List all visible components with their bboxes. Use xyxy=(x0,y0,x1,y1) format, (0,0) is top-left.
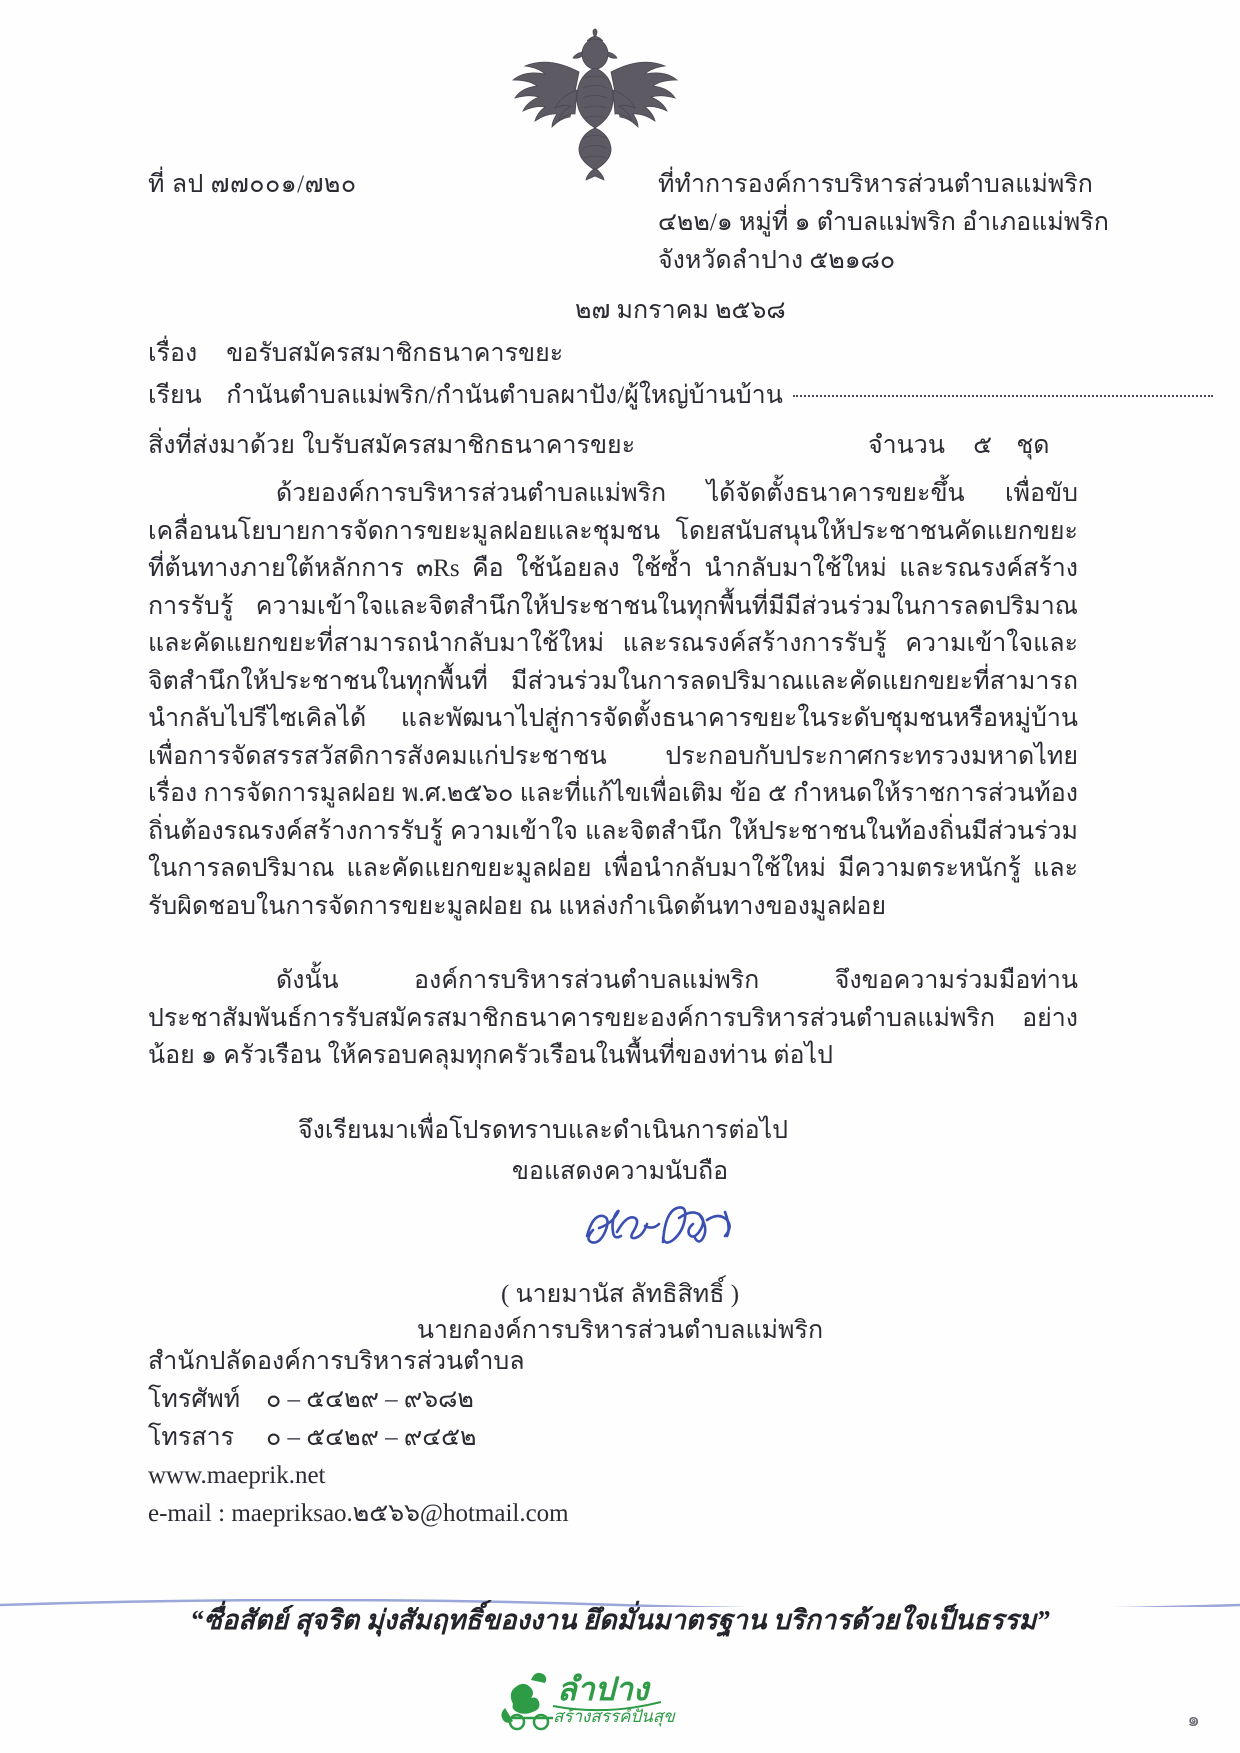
dot-leader xyxy=(793,395,1213,397)
quantity-label: จำนวน xyxy=(868,432,945,459)
address-line-3: จังหวัดลำปาง ๕๒๑๘๐ xyxy=(658,247,896,274)
quantity-unit: ชุด xyxy=(1016,432,1050,459)
recipient-row xyxy=(148,375,1213,415)
logo-sub-text: สร้างสรรค์ปันสุข xyxy=(553,1707,675,1726)
body-paragraph-3: จึงเรียนมาเพื่อโปรดทราบและดำเนินการต่อไป xyxy=(298,1116,789,1144)
handwritten-signature xyxy=(575,1196,755,1258)
enclosure-label: สิ่งที่ส่งมาด้วย xyxy=(148,432,295,459)
fax-value: ๐ – ๕๔๒๙ – ๙๔๕๒ xyxy=(266,1424,477,1451)
contact-phone-row xyxy=(148,1381,569,1419)
quantity-number: ๕ xyxy=(973,432,993,459)
recipient-value: กำนันตำบลแม่พริก/กำนันตำบลผาปัง/ผู้ใหญ่บ้านบ้าน xyxy=(226,382,783,409)
page-corner-mark: ๑ xyxy=(1187,1709,1200,1731)
phone-value: ๐ – ๕๔๒๙ – ๙๖๘๒ xyxy=(266,1386,474,1413)
sender-address xyxy=(658,166,1109,280)
recipient-label: เรียน xyxy=(148,382,202,409)
reference-number: ที่ ลป ๗๗๐๐๑/๗๒๐ xyxy=(148,171,357,198)
enclosure-quantity xyxy=(868,425,1050,465)
subject-value: ขอรับสมัครสมาชิกธนาคารขยะ xyxy=(226,340,564,367)
letter-date: ๒๗ มกราคม ๒๕๖๘ xyxy=(575,297,786,324)
signer-title: นายกองค์การบริหารส่วนตำบลแม่พริก xyxy=(416,1317,824,1344)
garuda-emblem xyxy=(495,28,695,183)
contact-email-row xyxy=(148,1495,569,1533)
subject-label: เรื่อง xyxy=(148,340,198,367)
phone-label: โทรศัพท์ xyxy=(148,1386,241,1413)
address-line-2: ๔๒๒/๑ หมู่ที่ ๑ ตำบลแม่พริก อำเภอแม่พริก xyxy=(658,209,1109,236)
enclosure-row xyxy=(148,425,635,465)
body-paragraph-1: ด้วยองค์การบริหารส่วนตำบลแม่พริก ได้จัดตั้งธนาคารขยะขึ้น เพื่อขับเคลื่อนนโยบายการจัดการขยะมูลฝอยและชุมชน โดยสนับสนุนให้ประชาชนคัดแยกขยะที่ต้นทางภายใต้หลักการ ๓Rs คือ ใช้น้อยลง ใช้ซ้ำ นำกลับมาใช้ใหม่ และรณรงค์สร้างการรับรู้ ความเข้าใจและจิตสำนึกให้ประชาชนในทุกพื้นที่มีมีส่วนร่วมในการลดปริมาณและคัดแยกขยะที่สามารถนำกลับมาใช้ใหม่ และรณรงค์สร้างการรับรู้ ความเข้าใจและจิตสำนึกให้ประชาชนในทุกพื้นที่ มีส่วนร่วมในการลดปริมาณและคัดแยกขยะที่สามารถนำกลับไปรีไซเคิลได้ และพัฒนาไปสู่การจัดตั้งธนาคารขยะในระดับชุมชนหรือหมู่บ้านเพื่อการจัดสรรสวัสดิการสังคมแก่ประชาชน ประกอบกับประกาศกระทรวงมหาดไทย เรื่อง การจัดการมูลฝอย พ.ศ.๒๕๖๐ และที่แก้ไขเพื่อเติม ข้อ ๕ กำหนดให้ราชการส่วนท้องถิ่นต้องรณรงค์สร้างการรับรู้ ความเข้าใจ และจิตสำนึก ให้ประชาชนในท้องถิ่นมีส่วนร่วมในการลดปริมาณ และคัดแยกขยะมูลฝอย เพื่อนำกลับมาใช้ใหม่ มีความตระหนักรู้ และรับผิดชอบในการจัดการขยะมูลฝอย ณ แหล่งกำเนิดต้นทางของมูลฝอย xyxy=(148,480,1078,920)
logo-main-text: ลำปาง xyxy=(557,1671,649,1707)
subject-row xyxy=(148,333,563,373)
email-value[interactable]: maepriksao.๒๕๖๖@hotmail.com xyxy=(231,1500,569,1527)
address-line-1: ที่ทำการองค์การบริหารส่วนตำบลแม่พริก xyxy=(658,171,1093,198)
signer-name: ( นายมานัส ลัทธิสิทธิ์ ) xyxy=(500,1281,740,1308)
contact-website[interactable]: www.maeprik.net xyxy=(148,1462,326,1489)
letter-body xyxy=(148,475,1078,1149)
body-paragraph-2: ดังนั้น องค์การบริหารส่วนตำบลแม่พริก จึงขอความร่วมมือท่านประชาสัมพันธ์การรับสมัครสมาชิกธนาคารขยะองค์การบริหารส่วนตำบลแม่พริก อย่างน้อย ๑ ครัวเรือน ให้ครอบคลุมทุกครัวเรือนในพื้นที่ของท่าน ต่อไป xyxy=(148,967,1078,1069)
contact-block xyxy=(148,1343,569,1533)
contact-fax-row xyxy=(148,1419,569,1457)
lampang-province-logo xyxy=(495,1660,745,1740)
contact-office: สำนักปลัดองค์การบริหารส่วนตำบล xyxy=(148,1348,525,1375)
footer-slogan: “ซื่อสัตย์ สุจริต มุ่งสัมฤทธิ์ของงาน ยึดมั่นมาตรฐาน บริการด้วยใจเป็นธรรม” xyxy=(190,1605,1050,1635)
fax-label: โทรสาร xyxy=(148,1424,235,1451)
closing-salutation: ขอแสดงความนับถือ xyxy=(511,1158,729,1185)
email-label: e-mail : xyxy=(148,1500,226,1527)
enclosure-value: ใบรับสมัครสมาชิกธนาคารขยะ xyxy=(302,432,636,459)
